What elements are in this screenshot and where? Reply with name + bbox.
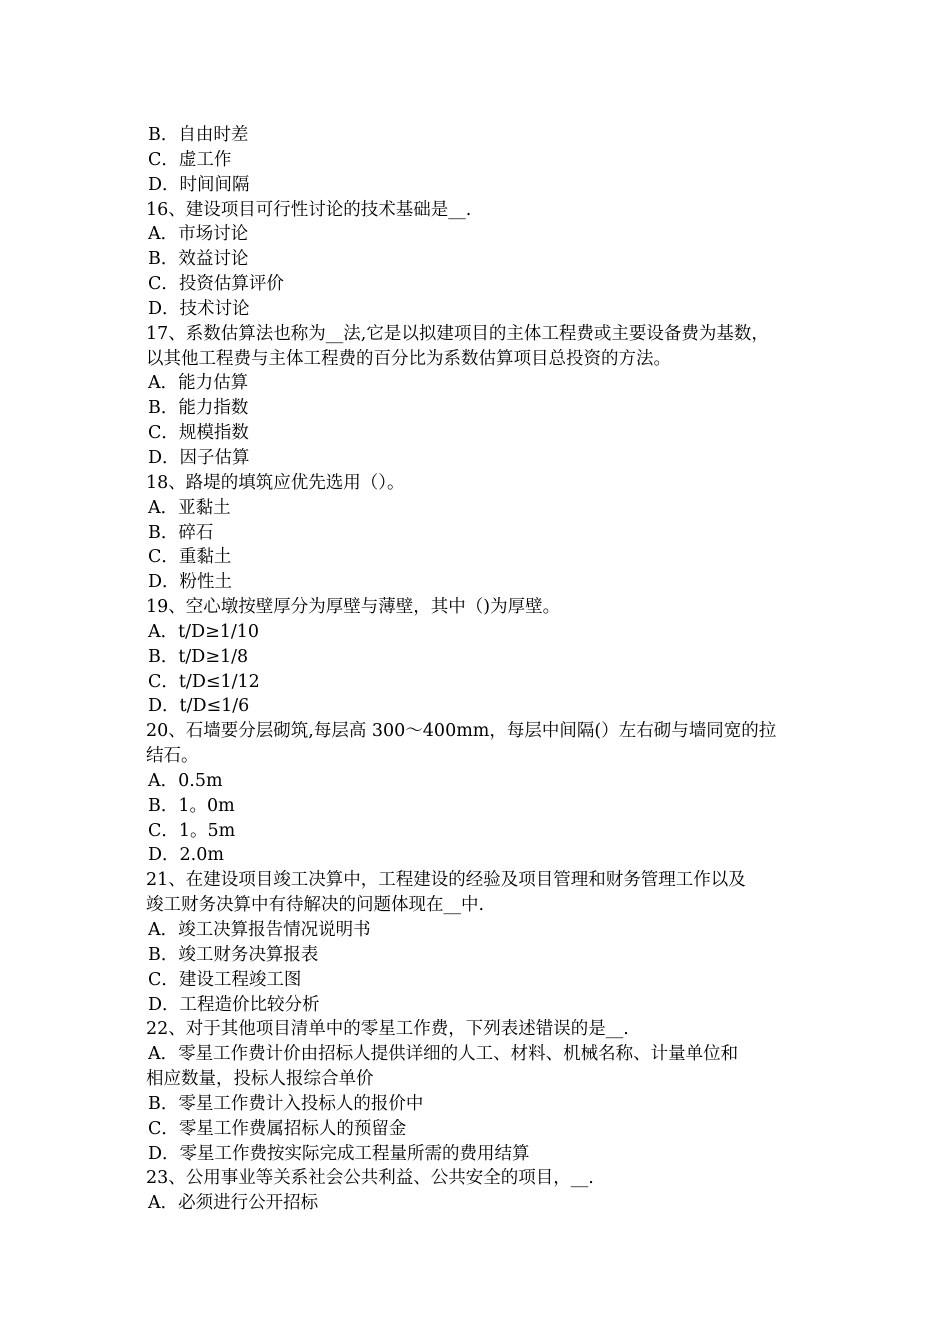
answer-option-line: D．粉性土 [148, 572, 233, 593]
question-text-line: 结石。 [146, 746, 199, 767]
question-text-line: 20、石墙要分层砌筑,每层高 300～400mm，每层中间隔(）左右砌与墙同宽的拉 [146, 721, 777, 742]
answer-option-line: A．市场讨论 [148, 224, 249, 245]
question-text-line: 以其他工程费与主体工程费的百分比为系数估算项目总投资的方法。 [146, 348, 671, 369]
answer-option-line: A．竣工决算报告情况说明书 [148, 920, 371, 940]
question-text-line: 相应数量，投标人报综合单价 [146, 1069, 374, 1090]
answer-option-line: A．能力估算 [148, 373, 249, 394]
answer-option-line: C．重黏土 [148, 547, 232, 568]
answer-option-line: B．竣工财务决算报表 [148, 944, 319, 965]
answer-option-line: C．t/D≤1/12 [148, 671, 260, 692]
question-text-line: 19、空心墩按壁厚分为厚壁与薄壁，其中（)为厚壁。 [146, 597, 561, 618]
answer-option-line: D．工程造价比较分析 [148, 994, 320, 1015]
answer-option-line: D．因子估算 [148, 447, 250, 468]
answer-option-line: D．时间间隔 [148, 174, 250, 195]
answer-option-line: C．投资估算评价 [148, 274, 284, 295]
answer-option-line: B．效益讨论 [148, 249, 249, 270]
answer-option-line: B．自由时差 [148, 125, 249, 145]
answer-option-line: B．能力指数 [148, 398, 249, 419]
answer-option-line: C．规模指数 [148, 423, 249, 444]
answer-option-line: A．t/D≥1/10 [148, 621, 260, 642]
answer-option-line: B．1。0m [148, 795, 235, 816]
question-text-line: 23、公用事业等关系社会公共利益、公共安全的项目，__. [146, 1168, 594, 1189]
answer-option-line: B．t/D≥1/8 [148, 646, 249, 667]
answer-option-line: C．1。5m [148, 820, 236, 841]
answer-option-line: A．零星工作费计价由招标人提供详细的人工、材料、机械名称、计量单位和 [148, 1044, 739, 1065]
answer-option-line: B．碎石 [148, 522, 214, 543]
answer-option-line: B．零星工作费计入投标人的报价中 [148, 1093, 424, 1114]
question-text-line: 竣工财务决算中有待解决的问题体现在__中. [146, 895, 485, 916]
answer-option-line: A．亚黏土 [148, 497, 231, 518]
answer-option-line: C．零星工作费属招标人的预留金 [148, 1118, 407, 1139]
question-text-line: 18、路堤的填筑应优先选用（）。 [146, 472, 405, 493]
answer-option-line: A．必须进行公开招标 [148, 1193, 319, 1214]
document-body [146, 123, 826, 1216]
question-text-line: 17、系数估算法也称为__法,它是以拟建项目的主体工程费或主要设备费为基数， [146, 323, 769, 344]
answer-option-line: C．建设工程竣工图 [148, 969, 302, 990]
answer-option-line: D．t/D≤1/6 [148, 696, 250, 717]
answer-option-line: A．0.5m [148, 770, 223, 791]
answer-option-line: C．虚工作 [148, 149, 232, 170]
question-text-line: 21、在建设项目竣工决算中，工程建设的经验及项目管理和财务管理工作以及 [146, 870, 746, 891]
question-text-line: 16、建设项目可行性讨论的技术基础是__. [146, 199, 472, 220]
question-text-line: 22、对于其他项目清单中的零星工作费，下列表述错误的是__. [146, 1019, 629, 1040]
answer-option-line: D．技术讨论 [148, 298, 250, 319]
answer-option-line: D．2.0m [148, 845, 224, 866]
answer-option-line: D．零星工作费按实际完成工程量所需的费用结算 [148, 1143, 530, 1164]
